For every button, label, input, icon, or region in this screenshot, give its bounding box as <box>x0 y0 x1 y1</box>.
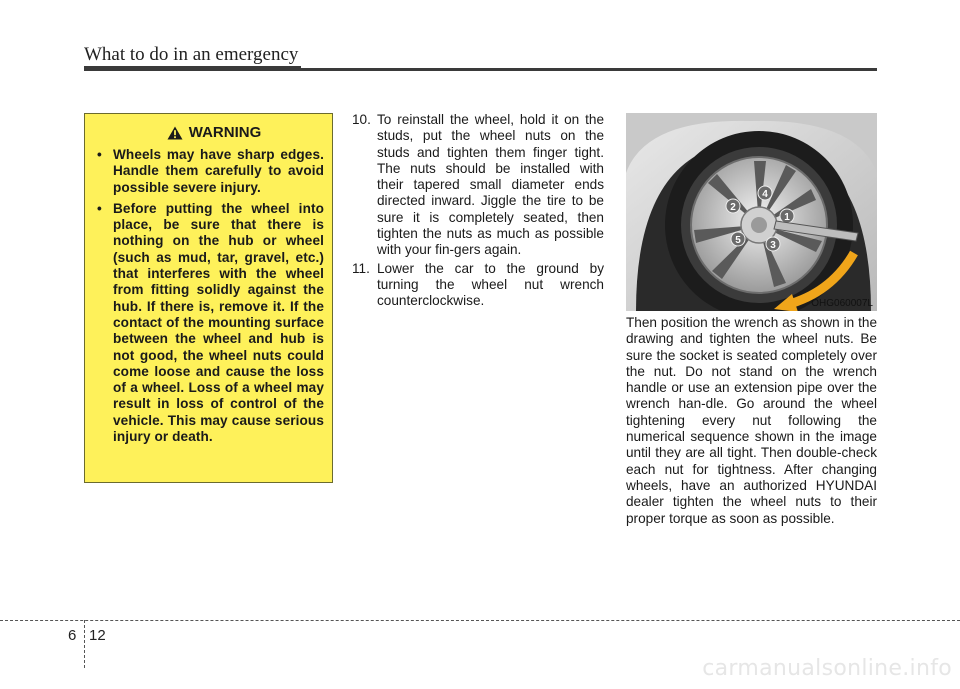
watermark: carmanualsonline.info <box>702 656 952 681</box>
section-title: What to do in an emergency <box>84 44 299 65</box>
chapter-number: 6 <box>68 627 77 644</box>
nut-number-label: 1 <box>784 212 790 223</box>
nut-number-label: 4 <box>762 189 768 200</box>
page-number: 12 <box>89 627 106 644</box>
instruction-steps <box>352 112 604 312</box>
warning-list <box>94 147 324 445</box>
warning-header <box>94 124 324 141</box>
wheel-illustration <box>626 113 877 311</box>
step-number: 10. <box>352 112 371 127</box>
step-item <box>352 112 604 259</box>
warning-item: • Wheels may have sharp edges. Handle them carefully to avoid possible severe injury. <box>94 147 324 196</box>
warning-title: WARNING <box>188 124 262 141</box>
footer-divider <box>84 620 85 668</box>
nut-number-label: 3 <box>770 240 776 251</box>
figure-label: OHG060007L <box>811 298 873 309</box>
footer-rule <box>0 620 960 621</box>
header-rule-accent <box>84 66 301 71</box>
wheel-figure <box>626 113 877 311</box>
step-item <box>352 261 604 310</box>
body-paragraph: Then position the wrench as shown in the drawing and tighten the wheel nuts. Be sure the socket is seated completely over the nut. Do not stand on the wrench handle or use an extension pipe over the wrench han-dle. Go around the wheel tightening every nut following the numerical sequence shown in the image until they are all tight. Then double-check each nut for tightness. After changing wheels, have an authorized HYUNDAI dealer tighten the wheel nuts to their proper torque as soon as possible. <box>626 315 877 526</box>
warning-item: • Before putting the wheel into place, be sure that there is nothing on the hub or wheel (such as mud, tar, gravel, etc.) that interferes with the wheel from fitting solidly against the hub. If there is, remove it. If the contact of the mounting surface between the wheel and hub is not good, the wheel nuts could come loose and cause the loss of a wheel. Loss of a wheel may result in loss of control of the vehicle. This may cause serious injury or death. <box>94 201 324 445</box>
nut-number-label: 5 <box>735 235 741 246</box>
step-text: Lower the car to the ground by turning the wheel nut wrench counterclockwise. <box>377 260 604 309</box>
warning-box <box>84 113 333 483</box>
step-number: 11. <box>352 260 370 276</box>
step-text: To reinstall the wheel, hold it on the studs, put the wheel nuts on the studs and tighten them finger tight. The nuts should be installed with their tapered small diameter ends directed inward. Jiggle the tire to be sure it is completely seated, then tighten the nuts as much as possible with your fin-gers again. <box>377 112 604 258</box>
nut-number-label: 2 <box>730 202 736 213</box>
warning-triangle-icon <box>167 126 183 140</box>
